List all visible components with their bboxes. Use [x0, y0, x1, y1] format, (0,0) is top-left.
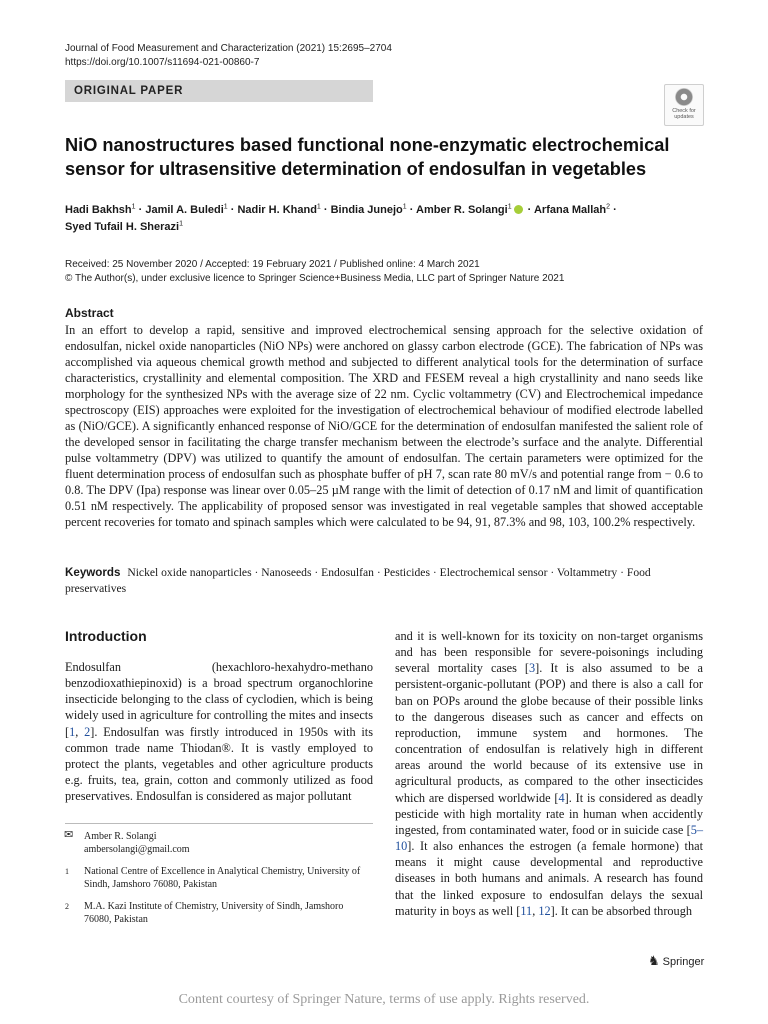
affiliation-1-text: National Centre of Excellence in Analytical Chemistry, University of Sindh, Jamshoro 76080, Pakistan: [84, 866, 361, 890]
doi-link[interactable]: https://doi.org/10.1007/s11694-021-00860-7: [65, 57, 260, 68]
citation-link[interactable]: 5–10: [395, 822, 703, 854]
crossmark-icon: [675, 88, 693, 106]
introduction-heading: Introduction: [65, 628, 147, 644]
springer-horse-icon: ♞: [648, 953, 660, 968]
body-text: ,: [75, 724, 85, 739]
body-text: ,: [532, 903, 539, 918]
author-name: Bindia Junejo: [330, 204, 403, 216]
author-affiliation-mark: 1: [131, 203, 136, 211]
article-type-banner: ORIGINAL PAPER: [65, 80, 373, 102]
footnote-divider: [65, 823, 373, 824]
publisher-logo: [648, 953, 704, 969]
courtesy-notice: Content courtesy of Springer Nature, terms of use apply. Rights reserved.: [178, 992, 590, 1007]
check-updates-label: Check for updates: [672, 108, 696, 120]
author-name: Hadi Bakhsh: [65, 204, 132, 216]
abstract-heading: Abstract: [65, 306, 114, 320]
author-name: Nadir H. Khand: [237, 204, 317, 216]
citation-link[interactable]: 3: [529, 661, 536, 676]
author-name: Amber R. Solangi: [416, 204, 508, 216]
affiliation-2: [65, 900, 373, 926]
affiliation-2-text: M.A. Kazi Institute of Chemistry, University of Sindh, Jamshoro 76080, Pakistan: [84, 901, 344, 925]
affiliation-1: [65, 865, 373, 891]
publication-dates: Received: 25 November 2020 / Accepted: 19 February 2021 / Published online: 4 March 2021: [65, 259, 480, 270]
check-for-updates-button[interactable]: [664, 84, 704, 126]
citation-link[interactable]: 1: [69, 724, 76, 739]
author-affiliation-mark: 1: [179, 220, 184, 228]
body-text: ]. Endosulfan was firstly introduced in 1950s with its common trade name Thiodan®. It is vastly employed to protect the plants, vegetables and other agriculture products e.g. fruits, tea, grain, cotton and commonly utilized as food preservatives. Endosulfan is considered as major pollutant: [65, 724, 374, 804]
author-name: Arfana Mallah: [533, 204, 607, 216]
body-text: ]. It also enhances the estrogen (a female hormone) that means it might cause developmental and reproductive diseases in both humans and animals. A research has found that the linked exposure to endosulfan delays the sexual maturity in boys as well [: [395, 839, 703, 918]
corresponding-author: [65, 830, 373, 856]
author-name: Jamil A. Buledi: [145, 204, 224, 216]
envelope-icon: ✉: [64, 829, 74, 841]
affiliation-1-mark: 1: [65, 867, 69, 876]
author-name: Syed Tufail H. Sherazi: [65, 221, 180, 233]
author-affiliation-mark: 1: [402, 203, 407, 211]
citation-link[interactable]: 11: [520, 903, 533, 918]
author-affiliation-mark: 1: [507, 203, 512, 211]
article-title: NiO nanostructures based functional none-enzymatic electrochemical sensor for ultrasensitive determination of endosulfan in vegetables: [65, 135, 670, 179]
keywords-list: Nickel oxide nanoparticles · Nanoseeds · Endosulfan · Pesticides · Electrochemical sensor · Voltammetry · Food preservatives: [65, 566, 651, 595]
publication-info: [65, 258, 564, 286]
citation-link[interactable]: 2: [84, 724, 91, 739]
intro-column-left: [65, 659, 373, 804]
body-text: ]. It is also assumed to be a persistent-organic-pollutant (POP) and there is also a call for ban on POPs around the globe because of their possible links to the dangerous diseases such as cancer and effects on reproduction, immune system and hormones. The concentration of endosulfan is relatively high in different areas around the world because of its extensive use in agricultural products, as compared to the other insecticides which are dispersed worldwide [: [395, 661, 703, 805]
intro-column-right: [395, 628, 703, 919]
citation-link[interactable]: 12: [538, 903, 551, 918]
orcid-icon[interactable]: [514, 205, 523, 214]
body-text: Endosulfan (hexachloro-hexahydro-methano benzodioxathiepinoxid) is a broad spectrum organochlorine insecticide belonging to the class of cyclodien, which is being widely used in agriculture for controlling the mites and insects [: [65, 660, 373, 739]
publisher-name: Springer: [662, 956, 705, 968]
contact-email[interactable]: ambersolangi@gmail.com: [84, 844, 190, 855]
author-affiliation-mark: 1: [316, 203, 321, 211]
journal-citation: Journal of Food Measurement and Characterization (2021) 15:2695–2704: [65, 43, 392, 54]
contact-name: Amber R. Solangi: [84, 831, 157, 842]
author-affiliation-mark: 2: [606, 203, 611, 211]
author-list: Hadi Bakhsh$^1$ · Jamil A. Buledi$^1$ · Nadir H. Khand$^1$ · Bindia Junejo$^1$ · Amber R. Solangi$^1$ · Arfana Mallah$^2$ · Syed Tufail H. Sherazi$^1$: [65, 203, 617, 233]
author-affiliation-mark: 1: [223, 203, 228, 211]
body-text: and it is well-known for its toxicity on non-target organisms and has been responsible for severe-poisonings including several mortality cases [: [395, 629, 703, 676]
citation-link[interactable]: 4: [558, 790, 565, 805]
keywords-heading: Keywords: [65, 566, 121, 579]
copyright-line: © The Author(s), under exclusive licence to Springer Science+Business Media, LLC part of Springer Nature 2021: [65, 273, 565, 284]
footnotes: [65, 830, 373, 935]
journal-header: [65, 42, 392, 70]
body-text: ]. It is considered as deadly pesticide with high mortality rate in human when accidently ingested, from contaminated water, food or in suicide case [: [395, 790, 703, 837]
abstract-text: In an effort to develop a rapid, sensitive and improved electrochemical sensing approach for the selective oxidation of endosulfan, nickel oxide nanoparticles (NiO NPs) were anchored on glassy carbon electrode (GCE). The fabrication of NPs was accomplished via aqueous chemical growth method and subjected to different analytical tools for the determination of surface characteristics, crystallinity and elemental composition. The XRD and FESEM reveal a high crystallinity and nano seeds like morphology for the synthesized NPs with the average size of 22 nm. Cyclic voltammetry (CV) and Electrochemical impedance spectroscopy (EIS) approaches were exploited for the investigation of electrochemical behaviour of modified electrode labelled as (NiO/GCE). A significantly enhanced response of NiO/GCE for the determination of endosulfan manifested the salient role of the developed sensor in facilitating the charge transfer mechanism between the electrode’s surface and the analyte. Differential pulse voltammetry (DPV) was utilized to quantify the amount of endosulfan. The certain parameters were optimized for the fluent determination process of endosulfan such as phosphate buffer of pH 7, scan rate 80 mV/s and potential range from − 0.6 to 0.8. The DPV (Ipa) response was linear over 0.05–25 µM range with the limit of detection of 0.17 nM and limit of quantification 0.51 nM respectively. The applicability of proposed sensor was investigated in real vegetable samples that showed acceptable percent recoveries for tomato and spinach samples which were calculated to be 94, 91, 87.3% and 98, 103, 100.2% respectively.: [65, 323, 703, 529]
keywords: [65, 565, 703, 597]
affiliation-2-mark: 2: [65, 902, 69, 911]
body-text: ]. It can be absorbed through: [550, 903, 693, 918]
